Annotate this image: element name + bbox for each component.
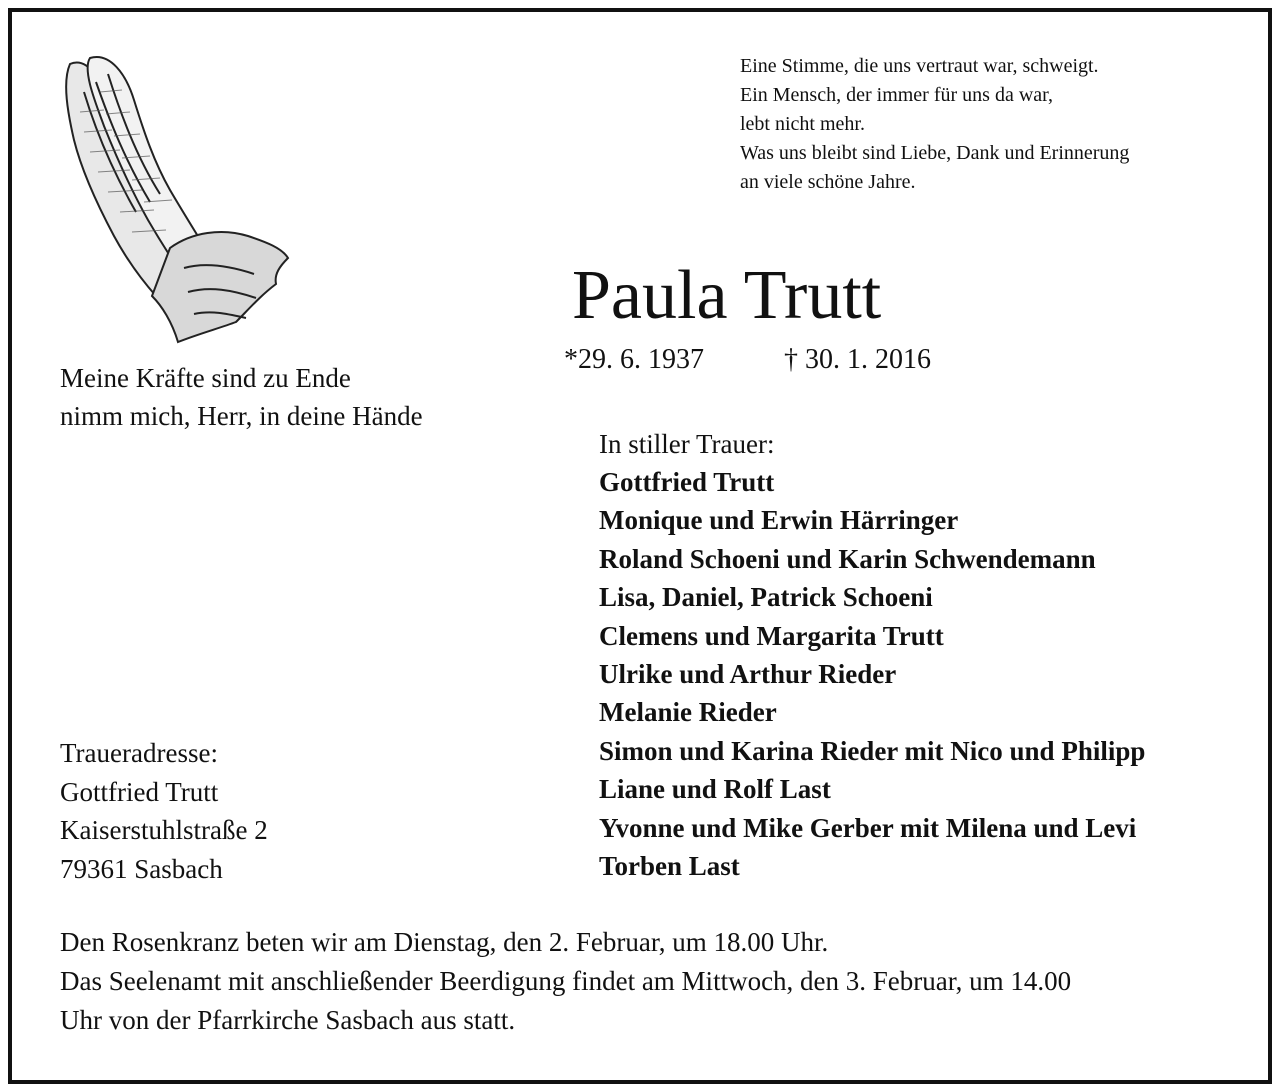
mourning-heading: In stiller Trauer: <box>599 429 775 459</box>
address-line: Kaiserstuhlstraße 2 <box>60 815 268 845</box>
mourner-entry: Gottfried Trutt <box>599 467 775 497</box>
poem-line: Eine Stimme, die uns vertraut war, schweigt. <box>740 55 1099 77</box>
verse <box>60 359 423 435</box>
address-line: 79361 Sasbach <box>60 853 223 884</box>
birth-date: *29. 6. 1937 <box>564 344 704 375</box>
verse-line: nimm mich, Herr, in deine Hände <box>60 401 423 431</box>
poem-line: an viele schöne Jahre. <box>740 171 916 193</box>
poem-line: Was uns bleibt sind Liebe, Dank und Erinnerung <box>740 142 1130 164</box>
mourner-entry: Yvonne und Mike Gerber mit Milena und Levi <box>599 812 1137 843</box>
service-line: Das Seelenamt mit anschließender Beerdigung findet am Mittwoch, den 3. Februar, um 14.00 <box>60 966 1072 996</box>
service-line: Den Rosenkranz beten wir am Dienstag, den 2. Februar, um 18.00 Uhr. <box>60 927 829 957</box>
address-line: Gottfried Trutt <box>60 776 219 807</box>
death-date: † 30. 1. 2016 <box>784 344 931 375</box>
mourners-list <box>599 463 1145 885</box>
mourner-entry: Roland Schoeni und Karin Schwendemann <box>599 543 1096 574</box>
poem <box>740 52 1129 197</box>
mourner-entry: Clemens und Margarita Trutt <box>599 620 944 651</box>
mourner-entry: Simon und Karina Rieder mit Nico und Philipp <box>599 735 1146 766</box>
verse-line: Meine Kräfte sind zu Ende <box>60 363 351 393</box>
praying-hands-icon <box>60 52 292 346</box>
mourner-entry: Melanie Rieder <box>599 697 777 728</box>
address-line: Traueradresse: <box>60 738 218 768</box>
mourner-entry: Monique und Erwin Härringer <box>599 505 959 536</box>
poem-line: lebt nicht mehr. <box>740 113 865 135</box>
service-line: Uhr von der Pfarrkirche Sasbach aus statt. <box>60 1005 516 1035</box>
poem-line: Ein Mensch, der immer für uns da war, <box>740 84 1053 106</box>
deceased-name: Paula Trutt <box>572 257 882 334</box>
mourning-address <box>60 734 268 888</box>
service-info <box>60 923 1071 1040</box>
mourner-entry: Ulrike und Arthur Rieder <box>599 659 897 690</box>
mourner-entry: Torben Last <box>599 851 740 882</box>
mourner-entry: Liane und Rolf Last <box>599 774 831 805</box>
mourner-entry: Lisa, Daniel, Patrick Schoeni <box>599 582 933 613</box>
